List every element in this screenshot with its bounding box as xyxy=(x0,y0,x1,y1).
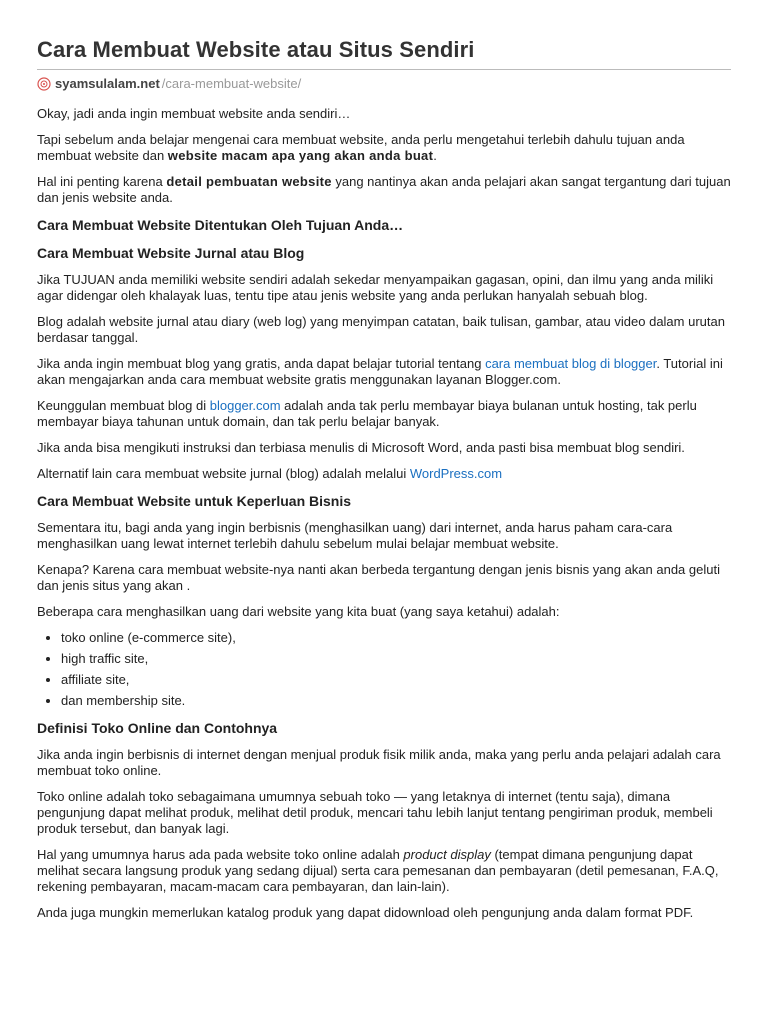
paragraph-text: Jika anda ingin membuat blog yang gratis, anda dapat belajar tutorial tentang xyxy=(37,356,486,371)
link-blogger-com[interactable]: blogger.com xyxy=(209,398,281,413)
heading-bisnis: Cara Membuat Website untuk Keperluan Bisnis xyxy=(37,493,352,509)
paragraph-text: Hal yang umumnya harus ada pada website toko online adalah xyxy=(37,847,404,862)
paragraph-text: adalah anda tak perlu membayar biaya bulanan untuk hosting, tak perlu membayar biaya tahunan untuk domain, dan tak perlu belajar banyak. xyxy=(37,398,697,429)
paragraph-toko-intro: Jika anda ingin berbisnis di internet dengan menjual produk fisik milik anda, maka yang perlu anda pelajari adalah cara membuat toko online. xyxy=(37,747,721,778)
list-item: • dan membership site. xyxy=(61,693,731,709)
paragraph-text: Keunggulan membuat blog di xyxy=(37,398,210,413)
paragraph-blogger-advantage xyxy=(37,398,731,430)
paragraph-purpose xyxy=(37,132,731,164)
paragraph-toko-definition: Toko online adalah toko sebagaimana umumnya sebuah toko — yang letaknya di internet (tentu saja), dimana pengunjung dapat melihat produk, melihat detil produk, mencari tahu lebih lanjut tentang pengiriman produk, membeli produk tersebut, dan banyak lagi. xyxy=(37,789,713,836)
paragraph-text: . xyxy=(433,148,437,163)
site-favicon-icon xyxy=(37,77,51,91)
paragraph-word: Jika anda bisa mengikuti instruksi dan terbiasa menulis di Microsoft Word, anda pasti bisa membuat blog sendiri. xyxy=(37,440,685,455)
list-item: • affiliate site, xyxy=(61,672,731,688)
paragraph-blog-purpose: Jika TUJUAN anda memiliki website sendiri adalah sekedar menyampaikan gagasan, opini, dan ilmu yang anda miliki agar didengar oleh khalayak luas, tentu tipe atau jenis website yang anda perlukan hanyalah sebuah blog. xyxy=(37,272,714,303)
paragraph-katalog: Anda juga mungkin memerlukan katalog produk yang dapat didownload oleh pengunjung anda dalam format PDF. xyxy=(37,905,694,920)
bold-phrase: detail pembuatan website xyxy=(166,174,332,189)
link-blogger-tutorial[interactable]: cara membuat blog di blogger xyxy=(485,356,657,371)
bold-phrase: website macam apa yang akan anda buat xyxy=(167,148,434,163)
article-title: Cara Membuat Website atau Situs Sendiri xyxy=(37,37,475,62)
paragraph-bisnis-intro: Sementara itu, bagi anda yang ingin berbisnis (menghasilkan uang) dari internet, anda harus paham cara-cara menghasilkan uang lewat internet terlebih dahulu sebelum mulai belajar membuat website. xyxy=(37,520,673,551)
paragraph-text: (tempat dimana pengunjung dapat melihat secara langsung produk yang sedang dijual) serta cara pemesanan dan pembayaran (detil pemesanan, F.A.Q, rekening pembayaran, macam-macam cara pembayaran, dan lain-lain). xyxy=(37,847,719,894)
source-site-link[interactable]: syamsulalam.net xyxy=(55,76,160,91)
paragraph-text: Hal ini penting karena xyxy=(37,174,167,189)
article-body xyxy=(37,106,731,921)
paragraph-text: Tapi sebelum anda belajar mengenai cara membuat website, anda perlu mengetahui terlebih dahulu tujuan anda membuat website dan xyxy=(37,132,685,163)
heading-tujuan: Cara Membuat Website Ditentukan Oleh Tujuan Anda… xyxy=(37,217,404,233)
source-path: /cara-membuat-website/ xyxy=(161,76,302,91)
paragraph-wordpress xyxy=(37,466,731,482)
source-line xyxy=(37,75,731,93)
paragraph-intro: Okay, jadi anda ingin membuat website anda sendiri… xyxy=(37,106,351,121)
paragraph-cara-uang: Beberapa cara menghasilkan uang dari website yang kita buat (yang saya ketahui) adalah: xyxy=(37,604,560,619)
income-list xyxy=(37,630,731,709)
paragraph-blog-definition: Blog adalah website jurnal atau diary (web log) yang menyimpan catatan, baik tulisan, gambar, atau video dalam urutan berdasar tanggal. xyxy=(37,314,725,345)
paragraph-text: yang nantinya akan anda pelajari akan sangat tergantung dari tujuan dan jenis website anda. xyxy=(37,174,731,205)
paragraph-text: Alternatif lain cara membuat website jurnal (blog) adalah melalui xyxy=(37,466,410,481)
paragraph-importance xyxy=(37,174,731,206)
italic-phrase: product display xyxy=(403,847,491,862)
list-item: • high traffic site, xyxy=(61,651,731,667)
heading-blog: Cara Membuat Website Jurnal atau Blog xyxy=(37,245,305,261)
paragraph-kenapa: Kenapa? Karena cara membuat website-nya nanti akan berbeda tergantung dengan jenis bisnis yang akan anda geluti dan jenis situs yang akan . xyxy=(37,562,720,593)
heading-toko: Definisi Toko Online dan Contohnya xyxy=(37,720,278,736)
paragraph-product-display xyxy=(37,847,731,895)
paragraph-text: . Tutorial ini akan mengajarkan anda cara membuat website gratis menggunakan layanan Blogger.com. xyxy=(37,356,723,387)
list-item: • toko online (e-commerce site), xyxy=(61,630,731,646)
link-wordpress[interactable]: WordPress.com xyxy=(409,466,503,481)
paragraph-blogger-tutorial xyxy=(37,356,731,388)
title-divider xyxy=(37,69,731,70)
